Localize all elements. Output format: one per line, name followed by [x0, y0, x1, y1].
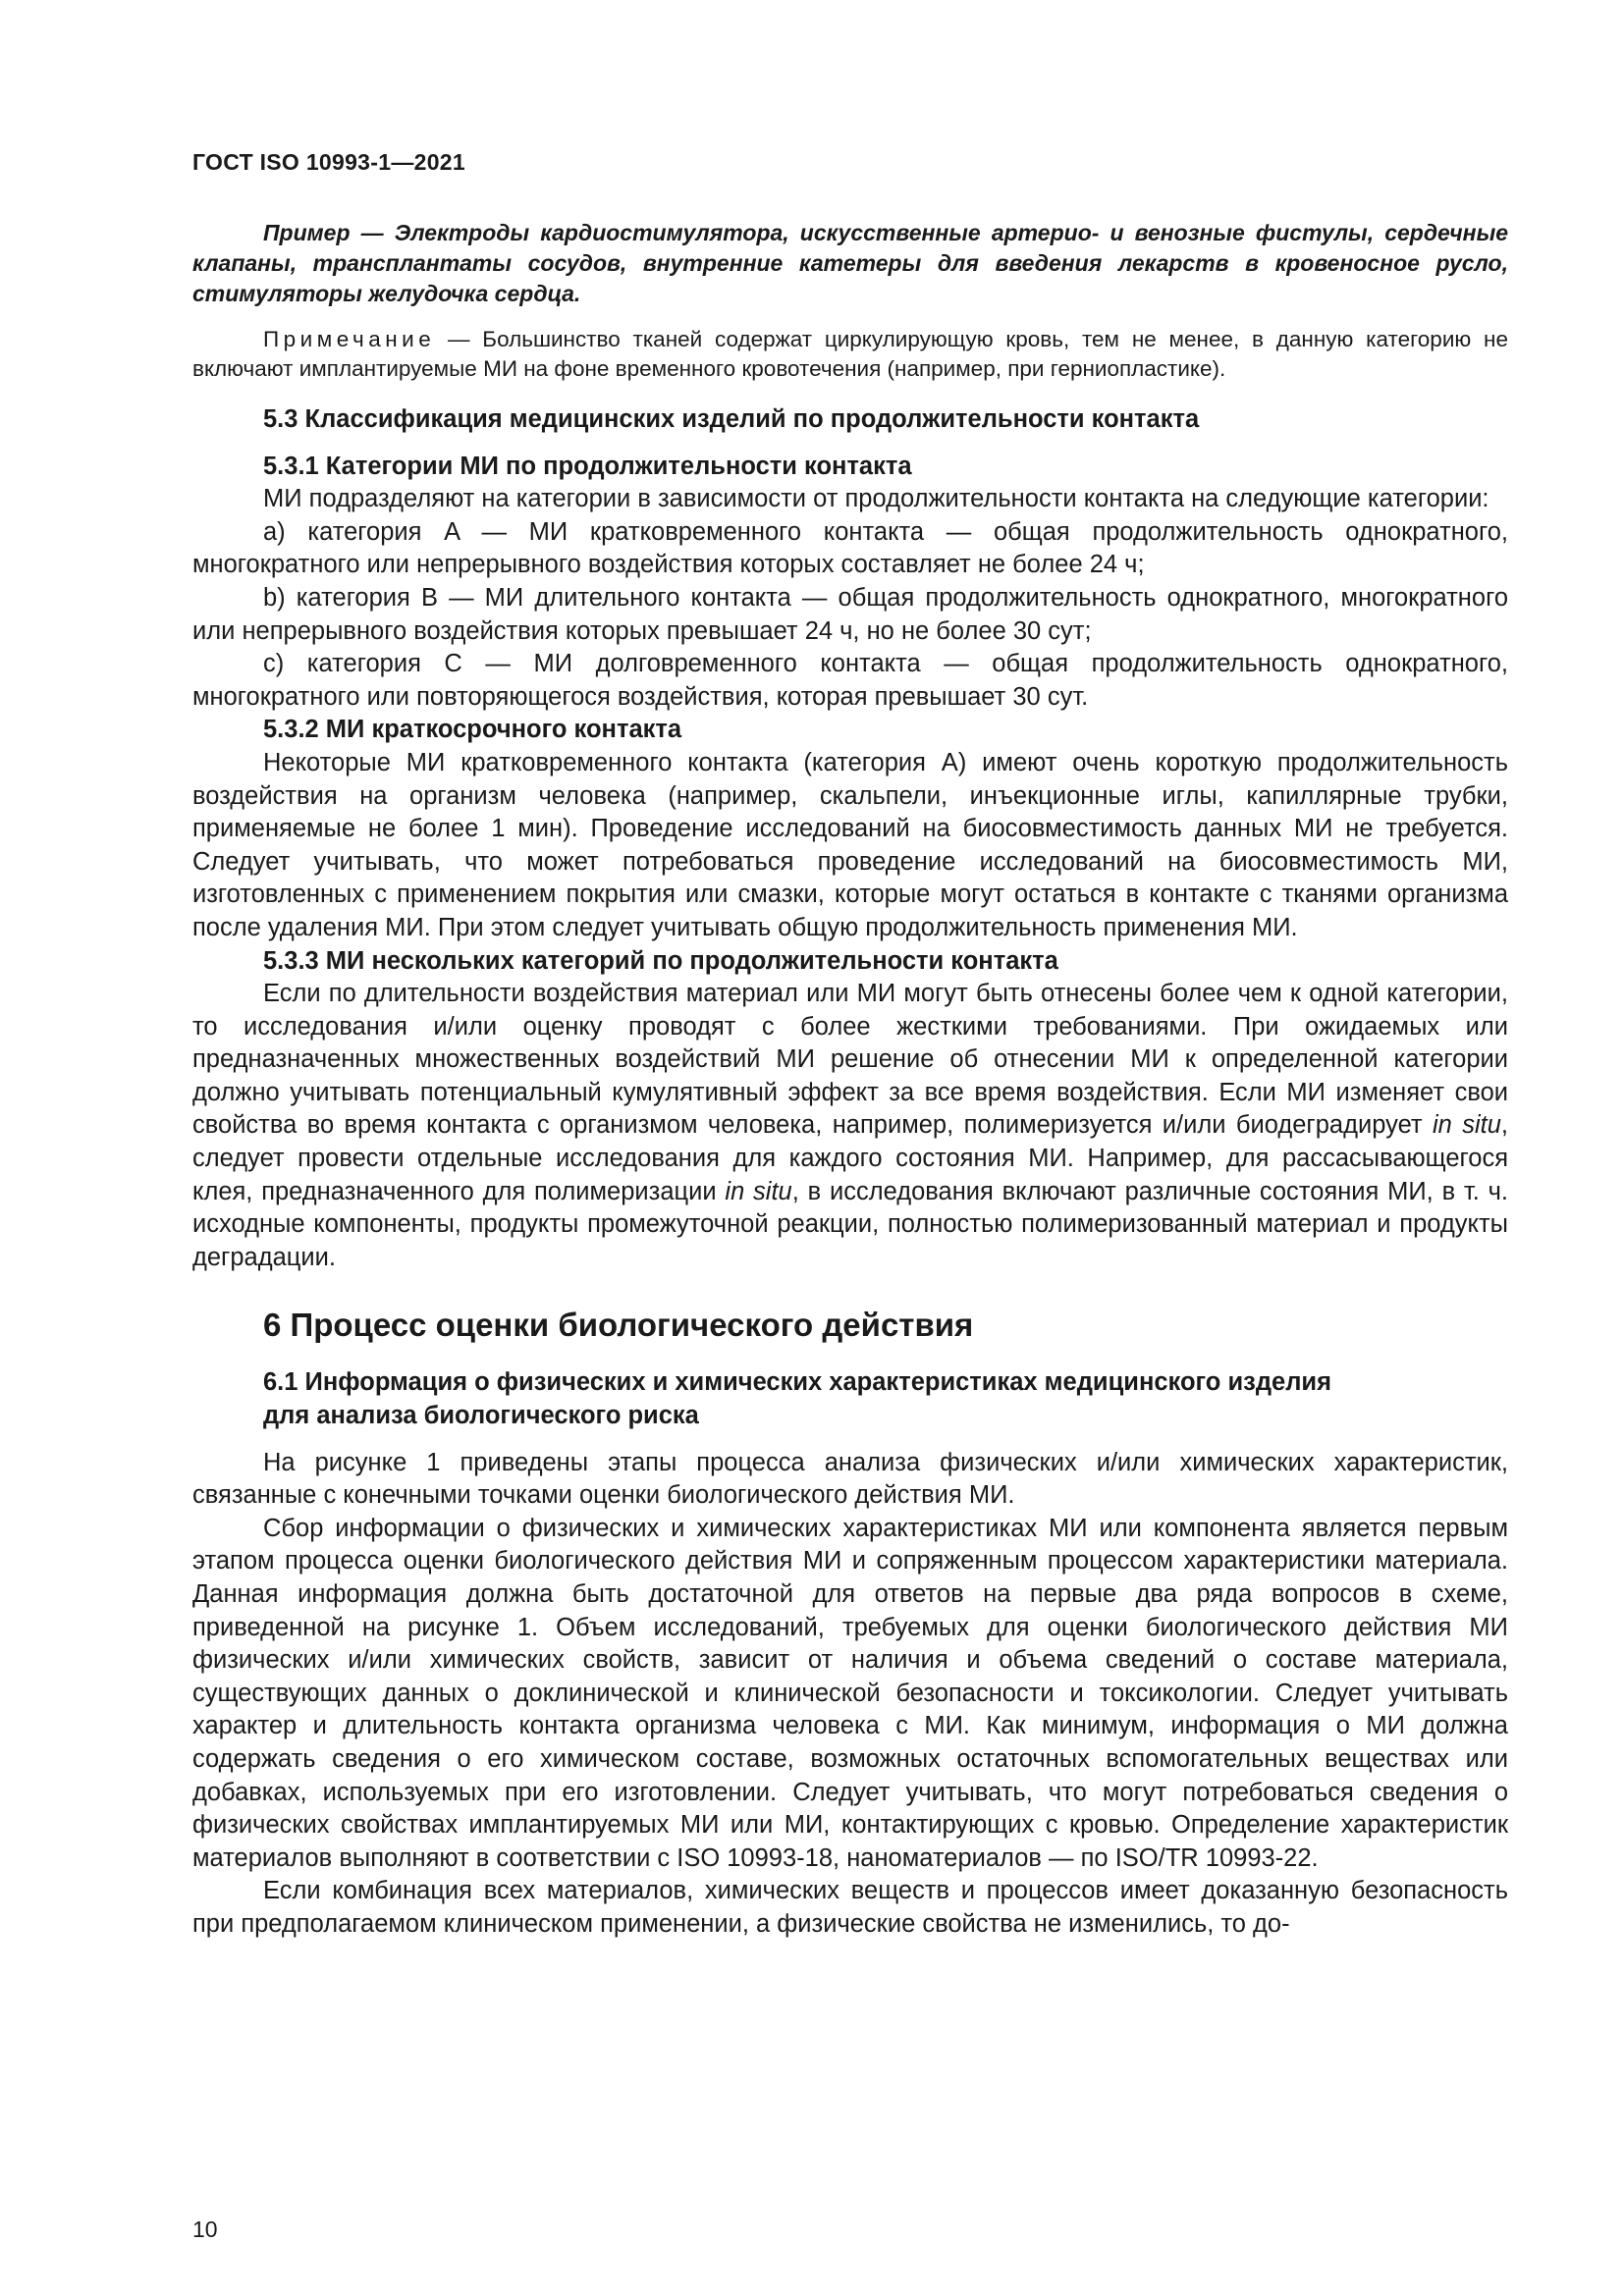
document-body	[192, 218, 1508, 1942]
example-paragraph: Пример — Электроды кардиостимулятора, искусственные артерио- и венозные фистулы, сердечные клапаны, трансплантаты сосудов, внутренние катетеры для введения лекарств в кровеносное русло, стимуляторы желудочка сердца.	[192, 220, 1508, 306]
section-5-3-2-title: 5.3.2 МИ краткосрочного контакта	[263, 716, 682, 744]
section-6-1-paragraph-1: На рисунке 1 приведены этапы процесса анализа физических и/или химических характеристик, связанные с конечными точками оценки биологического действия МИ.	[192, 1448, 1508, 1510]
section-6-1-title	[263, 1366, 1508, 1432]
section-6-1-paragraph-3: Если комбинация всех материалов, химических веществ и процессов имеет доказанную безопасность при предполагаемом клиническом применении, а физические свойства не изменились, то до-	[192, 1877, 1508, 1938]
s533-text-part-3: , в исследования включают различные состояния МИ, в т. ч. исходные компоненты, продукты промежуточной реакции, полностью полимеризованный материал и продукты деградации.	[192, 1177, 1509, 1271]
in-situ-term: in situ	[725, 1177, 792, 1205]
section-6-1-title-line-1: 6.1 Информация о физических и химических характеристиках медицинского изделия	[263, 1368, 1331, 1397]
section-6-1-title-line-2: для анализа биологического риска	[263, 1402, 699, 1430]
section-6-title: 6 Процесс оценки биологического действия	[263, 1307, 974, 1344]
section-5-3-3-title: 5.3.3 МИ нескольких категорий по продолжительности контакта	[263, 946, 1058, 975]
section-5-3-3-text	[192, 978, 1508, 1274]
section-5-3-1-intro: МИ подразделяют на категории в зависимости от продолжительности контакта на следующие категории:	[263, 485, 1489, 513]
category-a-item: a) категория A — МИ кратковременного контакта — общая продолжительность однократного, многократного или непрерывного воздействия которых составляет не более 24 ч;	[192, 517, 1508, 579]
page-number: 10	[192, 2216, 218, 2242]
document-header: ГОСТ ISO 10993-1—2021	[192, 149, 465, 175]
section-5-3-2-text: Некоторые МИ кратковременного контакта (категория A) имеют очень короткую продолжительность воздействия на организм человека (например, скальпели, инъекционные иглы, капиллярные трубки, применяемые не более 1 мин). Проведение исследований на биосовместимость данных МИ не требуется. Следует учитывать, что может потребоваться проведение исследований на биосовместимость МИ, изготовленных с применением покрытия или смазки, которые могут остаться в контакте с тканями организма после удаления МИ. При этом следует учитывать общую продолжительность применения МИ.	[192, 748, 1508, 941]
note-label: Примечание	[263, 327, 436, 351]
s533-text-part-2: , следует провести отдельные исследования для каждого состояния МИ. Например, для рассасывающегося клея, предназначенного для полимеризации	[192, 1111, 1508, 1205]
section-5-3-title: 5.3 Классификация медицинских изделий по продолжительности контакта	[263, 405, 1200, 433]
section-5-3-1-title: 5.3.1 Категории МИ по продолжительности контакта	[263, 452, 912, 480]
note-paragraph	[192, 325, 1508, 384]
category-c-item: c) категория C — МИ долговременного контакта — общая продолжительность однократного, многократного или повторяющегося воздействия, которая превышает 30 сут.	[192, 650, 1508, 711]
section-6-1-paragraph-2: Сбор информации о физических и химических характеристиках МИ или компонента является первым этапом процесса оценки биологического действия МИ и сопряженным процессом характеристики материала. Данная информация должна быть достаточной для ответов на первые два ряда вопросов в схеме, приведенной на рисунке 1. Объем исследований, требуемых для оценки биологического действия МИ физических и/или химических свойств, зависит от наличия и объема сведений о составе материала, существующих данных о доклинической и клинической безопасности и токсикологии. Следует учитывать характер и длительность контакта организма человека с МИ. Как минимум, информация о МИ должна содержать сведения о его химическом составе, возможных остаточных вспомогательных веществах или добавках, используемых при его изготовлении. Следует учитывать, что могут потребоваться сведения о физических свойствах имплантируемых МИ или МИ, контактирующих с кровью. Определение характеристик материалов выполняют в соответствии с ISO 10993-18, наноматериалов — по ISO/TR 10993-22.	[192, 1514, 1508, 1872]
in-situ-term: in situ	[1432, 1111, 1501, 1140]
s533-text-part-1: Если по длительности воздействия материал или МИ могут быть отнесены более чем к одной категории, то исследования и/или оценку проводят с более жесткими требованиями. При ожидаемых или предназначенных множественных воздействий МИ решение об отнесении МИ к определенной категории должно учитывать потенциальный кумулятивный эффект за все время воздействия. Если МИ изменяет свои свойства во время контакта с организмом человека, например, полимеризуется и/или биодеградирует	[192, 980, 1508, 1140]
category-b-item: b) категория B — МИ длительного контакта — общая продолжительность однократного, многократного или непрерывного воздействия которых превышает 24 ч, но не более 30 сут;	[192, 583, 1508, 645]
note-text: — Большинство тканей содержат циркулирующую кровь, тем не менее, в данную категорию не включают имплантируемые МИ на фоне временного кровотечения (например, при герниопластике).	[192, 327, 1508, 381]
